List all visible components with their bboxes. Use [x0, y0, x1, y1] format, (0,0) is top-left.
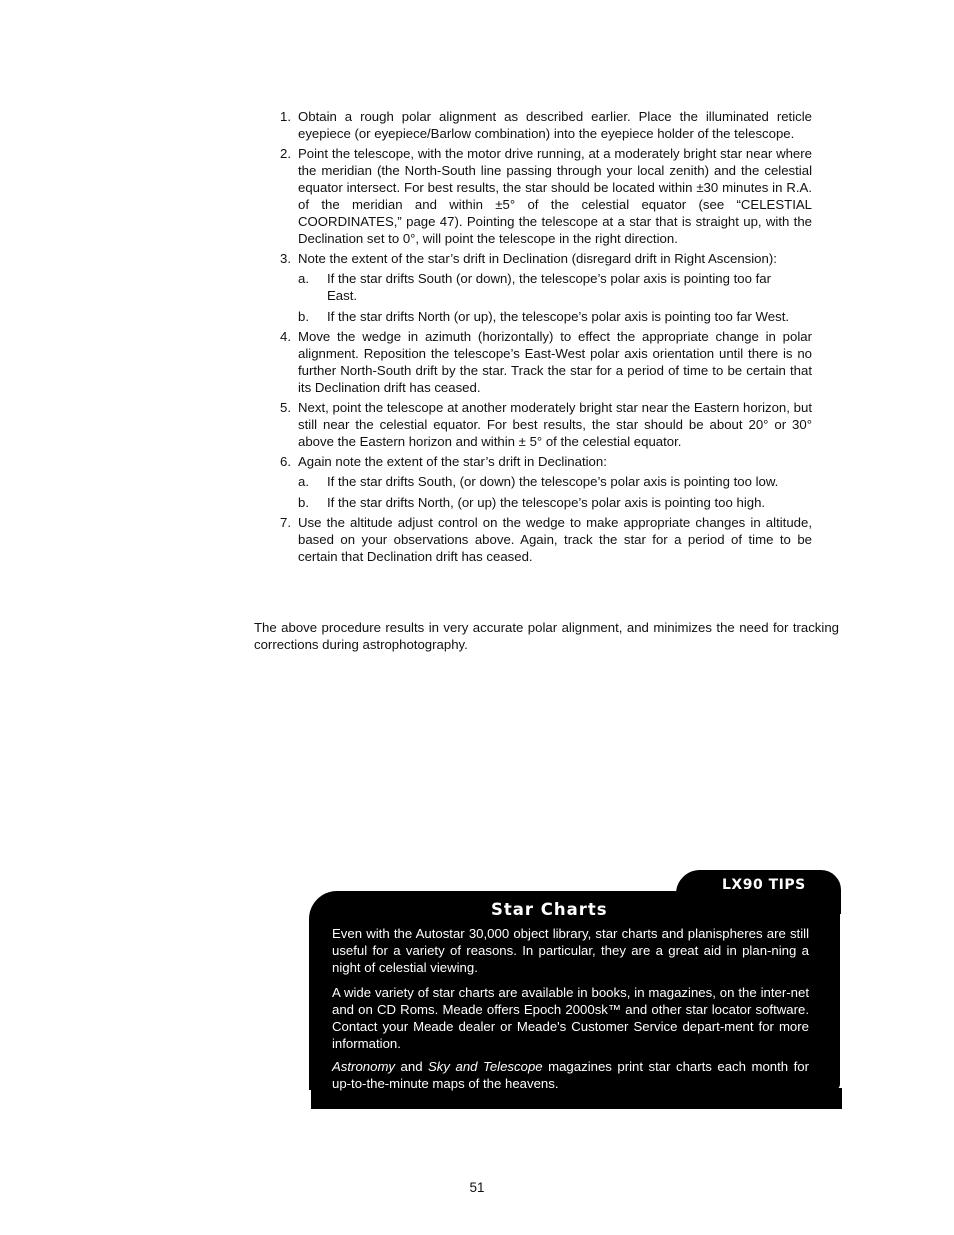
procedure-list [280, 109, 812, 569]
list-item [280, 454, 812, 471]
tips-text-fragment: and [395, 1059, 429, 1074]
step-number: 3. [280, 251, 291, 267]
step-text: Use the altitude adjust control on the wedge to make appropriate changes in altitude, based on your observations above. Again, track the star for a period of time to be certain that Declination drift has ceased. [298, 514, 812, 564]
list-item [280, 146, 812, 247]
tips-paragraph: A wide variety of star charts are available in books, in magazines, on the inter-net and on CD Roms. Meade offers Epoch 2000sk™ and other star locator software. Contact your Meade dealer or Meade's Customer Service depart-ment for more information. [332, 985, 809, 1051]
step-text: Next, point the telescope at another moderately bright star near the Eastern horizon, but still near the celestial equator. For best results, the star should be about 20° or 30° above the Eastern horizon and within ± 5° of the celestial equator. [298, 399, 812, 449]
sub-item [280, 309, 801, 326]
list-item [280, 400, 812, 451]
step-number: 6. [280, 453, 291, 469]
list-item [280, 515, 812, 566]
sub-item [280, 271, 801, 305]
list-item [280, 251, 812, 268]
step-text: Again note the extent of the star’s drift in Declination: [298, 453, 607, 469]
magazine-title: Astronomy [332, 1059, 396, 1074]
list-item [280, 329, 812, 397]
tips-title: Star Charts [491, 900, 608, 919]
step-text: Obtain a rough polar alignment as described earlier. Place the illuminated reticle eyepiece (or eyepiece/Barlow combination) into the eyepiece holder of the telescope. [298, 109, 812, 141]
sub-letter: b. [298, 494, 309, 510]
sub-text: If the star drifts North, (or up) the telescope’s polar axis is pointing too high. [327, 494, 766, 510]
sub-text: If the star drifts North (or up), the telescope’s polar axis is pointing too far West. [327, 308, 790, 324]
step-text: Point the telescope, with the motor drive running, at a moderately bright star near where the meridian (the North-South line passing through your local zenith) and the celestial equator intersect. For best results, the star should be located within ±30 minutes in R.A. of the meridian and within ±5° of the celestial equator (see “CELESTIAL COORDINATES,” page 47). Pointing the telescope at a star that is straight up, with the Declination set to 0°, will point the telescope in the right direction. [298, 146, 812, 246]
sub-letter: b. [298, 308, 309, 324]
step-number: 2. [280, 146, 291, 162]
closing-paragraph: The above procedure results in very accurate polar alignment, and minimizes the need for tracking corrections during astrophotography. [254, 620, 839, 652]
step-number: 4. [280, 328, 291, 344]
tips-text-fragment: magazines print star charts each month for up-to-the-minute maps of the heavens. [332, 1059, 810, 1091]
step-text: Move the wedge in azimuth (horizontally) to effect the appropriate change in polar alignment. Reposition the telescope’s East-West polar axis orientation until there is no further North-South drift by the star. Track the star for a period of time to be certain that its Declination drift has ceased. [298, 328, 812, 395]
step-number: 1. [280, 109, 291, 124]
tips-tab-label: LX90 TIPS [722, 877, 806, 893]
sub-item [280, 495, 827, 512]
step-text: Note the extent of the star’s drift in Declination (disregard drift in Right Ascension): [298, 251, 777, 267]
tips-paragraph [332, 1058, 809, 1092]
page-number: 51 [469, 1180, 485, 1195]
tips-paragraph: Even with the Autostar 30,000 object library, star charts and planispheres are still useful for a variety of reasons. In particular, they are a great aid in plan-ning a night of celestial viewing. [332, 926, 809, 975]
sub-item [280, 474, 827, 491]
sub-text: If the star drifts South (or down), the telescope’s polar axis is pointing too far East. [327, 271, 771, 304]
sub-letter: a. [298, 271, 309, 287]
sub-letter: a. [298, 474, 309, 490]
magazine-title: Sky and Telescope [428, 1059, 543, 1074]
step-number: 5. [280, 399, 291, 415]
tips-body [332, 925, 809, 1100]
list-item [280, 109, 812, 143]
step-number: 7. [280, 514, 291, 530]
sub-text: If the star drifts South, (or down) the telescope’s polar axis is pointing too low. [327, 474, 779, 490]
